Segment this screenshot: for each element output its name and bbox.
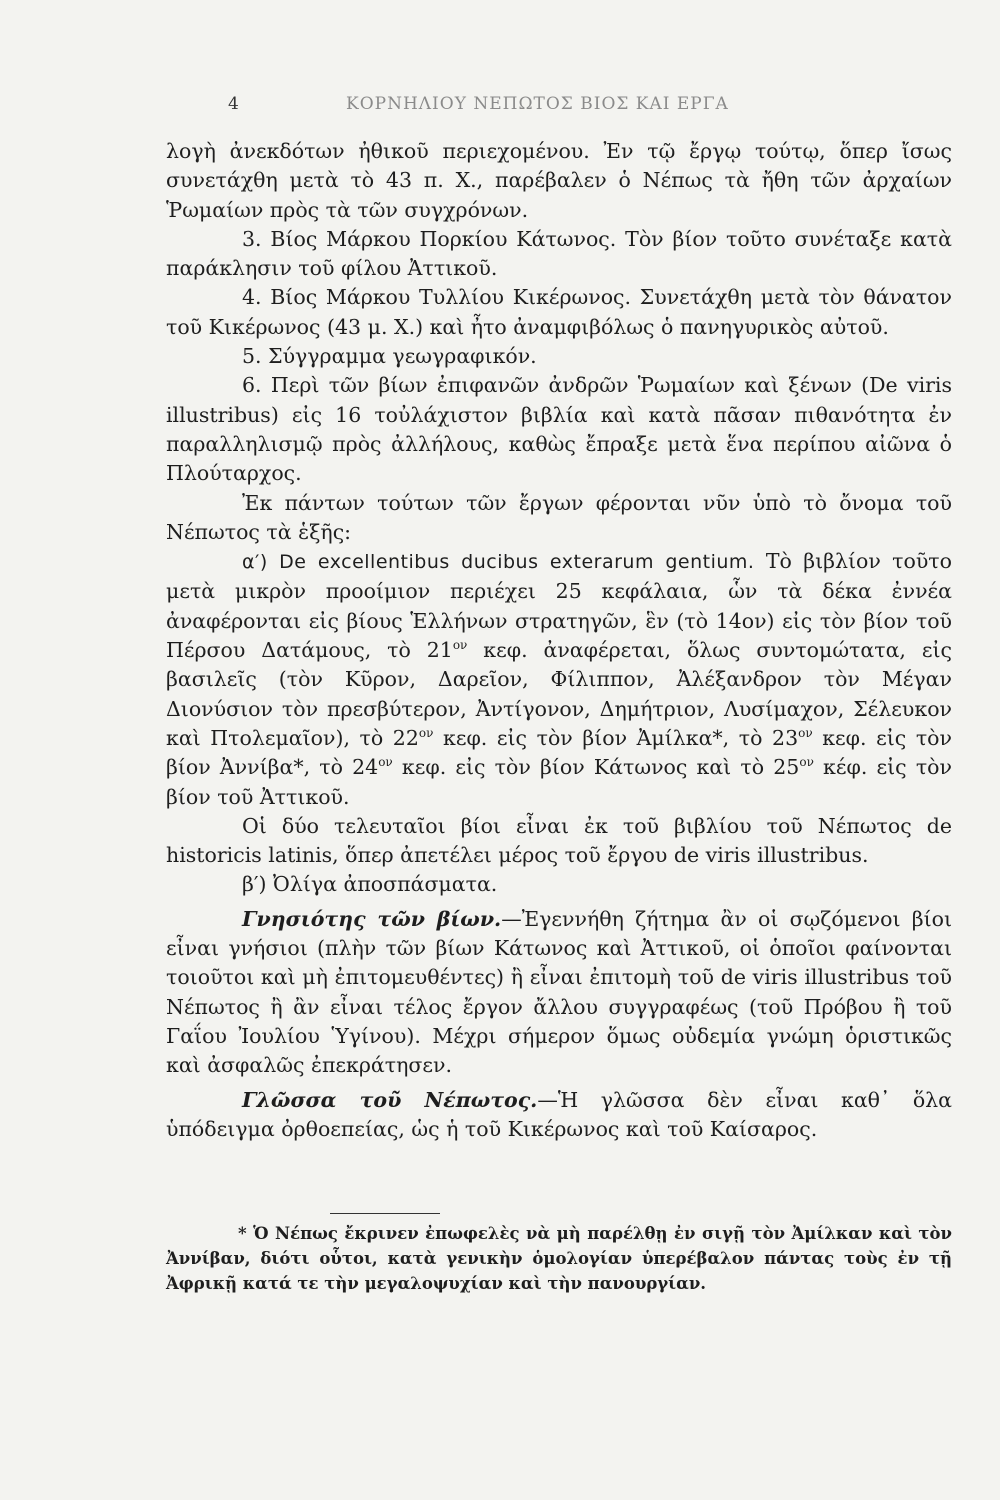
text-segment: —Ἐγεννήθη ζήτημα ἂν οἱ σῳζόμενοι βίοι εἶναι γνήσιοι (πλὴν τῶν βίων Κάτωνος καὶ Ἀττικοῦ, οἱ ὁποῖοι φαίνονται τοιοῦτοι καὶ μὴ ἐπιτομευθέντες) ἢ εἶναι ἐπιτομὴ τοῦ de viris illustribus τοῦ Νέπωτος ἢ ἂν εἶναι τέλος ἔργον ἄλλου συγγραφέως (τοῦ Πρόβου ἢ τοῦ Γαΐου Ἰουλίου Ὑγίνου). Μέχρι σήμερον ὅμως οὐδεμία γνώμη ὁριστικῶς καὶ ἀσφαλῶς ἐπεκράτησεν. [166,906,953,1078]
paragraph-de-historicis: Οἱ δύο τελευταῖοι βίοι εἶναι ἐκ τοῦ βιβλίου τοῦ Νέπωτος de historicis latinis, ὅπερ ἀπετέλει μέρος τοῦ ἔργου de viris illustribus. [166,813,952,868]
page-number: 4 [228,94,240,114]
work-title-a: α′) De excellentibus ducibus exterarum gentium. [242,551,755,574]
text-segment: κεφ. εἰς τὸν βίον Κάτωνος καὶ τὸ 25 [401,755,800,780]
text-segment: Τὸ βιβλίον τοῦτο μετὰ μικρὸν προοίμιον περιέχει 25 κεφάλαια, ὧν τὰ δέκα ἐννέα ἀναφέρονται εἰς βίους Ἑλλήνων στρατηγῶν, ἓν (τὸ 14ον) εἰς τὸν βίον τοῦ Πέρσου Δατάμους, τὸ 21 [166,549,952,663]
list-item-4: 4. Βίος Μάρκου Τυλλίου Κικέρωνος. Συνετάχθη μετὰ τὸν θάνατον τοῦ Κικέρωνος (43 μ. Χ.) καὶ ἦτο ἀναμφιβόλως ὁ πανηγυρικὸς αὐτοῦ. [166,285,952,339]
paragraph-language [166,1086,952,1145]
superscript: ον [798,726,813,741]
text-segment: —Ἡ γλῶσσα δὲν εἶναι καθ᾿ ὅλα ὑπόδειγμα ὀρθοεπείας, ὡς ἡ τοῦ Κικέρωνος καὶ τοῦ Καίσαρος. [166,1087,952,1141]
superscript: ον [378,755,393,770]
paragraph-works: Ἐκ πάντων τούτων τῶν ἔργων φέρονται νῦν ὑπὸ τὸ ὄνομα τοῦ Νέπωτος τὰ ἑξῆς: [166,490,952,544]
main-text [166,137,952,1144]
text-segment: κεφ. ἀναφέρεται, ὅλως συντομώτατα, εἰς βασιλεῖς (τὸν Κῦρον, Δαρεῖον, Φίλιππον, Ἀλέξανδρον τὸν Μέγαν Διονύσιον τὸν πρεσβύτερον, Ἀντίγονον, Δημήτριον, Λυσίμαχον, Σέλευκον καὶ Πτολεμαῖον), τὸ 22 [166,638,952,750]
footnote-text: * Ὁ Νέπως ἔκρινεν ἐπωφελὲς νὰ μὴ παρέλθῃ ἐν σιγῇ τὸν Ἀμίλκαν καὶ τὸν Ἀννίβαν, διότι οὗτοι, κατὰ γενικὴν ὁμολογίαν ὑπερέβαλον πάντας τοὺς ἐν τῇ Ἀφρικῇ κατά τε τὴν μεγαλοψυχίαν καὶ τὴν πανουργίαν. [166,1224,952,1293]
work-title-b: β′) Ὀλίγα ἀποσπάσματα. [242,872,498,897]
text-segment: κέφ. εἰς τὸν βίον τοῦ Ἀττικοῦ. [166,755,952,809]
text-segment: κεφ. εἰς τὸν βίον Ἀννίβα*, τὸ 24 [166,725,952,780]
list-item-5: 5. Σύγγραμμα γεωγραφικόν. [242,344,537,369]
paragraph-de-excellentibus [166,547,952,812]
section-heading-language: Γλῶσσα τοῦ Νέπωτος. [242,1087,538,1112]
superscript: ον [452,638,468,653]
paragraph-1: λογὴ ἀνεκδότων ἠθικοῦ περιεχομένου. Ἐν τῷ ἔργῳ τούτῳ, ὅπερ ἴσως συνετάχθη μετὰ τὸ 43 π. Χ., παρέβαλεν ὁ Νέπως τὰ ἤθη τῶν ἀρχαίων Ῥωμαίων πρὸς τὰ τῶν συγχρόνων. [166,139,952,222]
superscript: ον [799,755,814,770]
paragraph-authenticity [166,905,952,1081]
list-item-6: 6. Περὶ τῶν βίων ἐπιφανῶν ἀνδρῶν Ῥωμαίων καὶ ξένων (De viris illustribus) εἰς 16 τοὐλάχιστον βιβλία καὶ κατὰ πᾶσαν πιθανότητα ἐν παραλληλισμῷ πρὸς ἀλλήλους, καθὼς ἔπραξε μετὰ ἕνα περίπου αἰῶνα ὁ Πλούταρχος. [166,373,952,486]
running-title: ΚΟΡΝΗΛΙΟΥ ΝΕΠΩΤΟΣ ΒΙΟΣ ΚΑΙ ΕΡΓΑ [346,94,729,114]
list-item-3: 3. Βίος Μάρκου Πορκίου Κάτωνος. Τὸν βίον τοῦτο συνέταξε κατὰ παράκλησιν τοῦ φίλου Ἀττικοῦ. [166,226,952,281]
superscript: ον [418,726,434,741]
footnote-divider [330,1213,440,1214]
section-heading-authenticity: Γνησιότης τῶν βίων. [242,906,502,931]
footnote [166,1221,952,1296]
text-segment: κεφ. εἰς τὸν βίον Ἀμίλκα*, τὸ 23 [443,725,799,750]
running-header [228,94,868,118]
